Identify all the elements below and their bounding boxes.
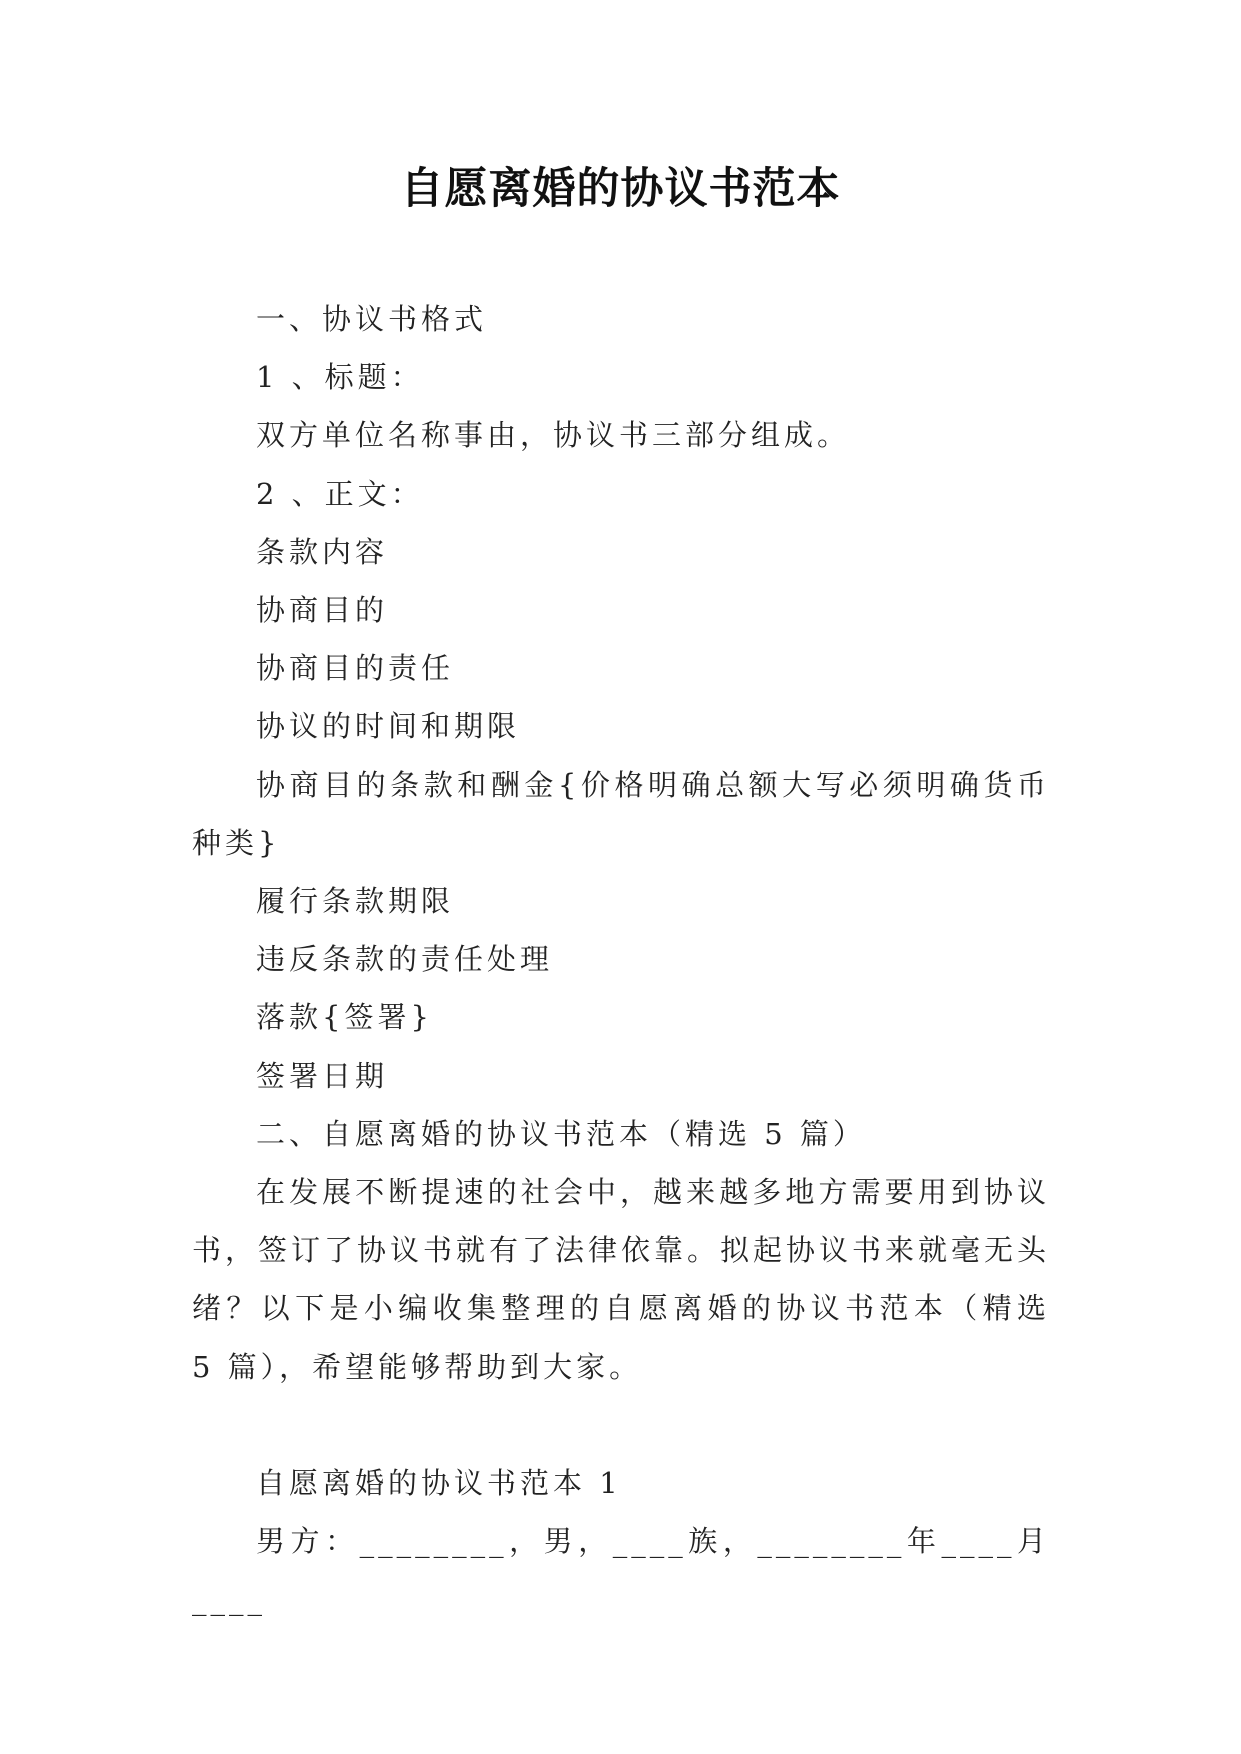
list-item: 协商目的条款和酬金{价格明确总额大写必须明确货币种类} bbox=[192, 767, 1050, 860]
party-line: 男方：________，男，____族，________年____月____ bbox=[192, 1524, 1050, 1617]
sample-heading: 自愿离婚的协议书范本 1 bbox=[256, 1465, 622, 1500]
list-item: 协商目的责任 bbox=[256, 651, 455, 686]
document-title: 自愿离婚的协议书范本 bbox=[400, 164, 841, 214]
list-item: 违反条款的责任处理 bbox=[256, 942, 554, 977]
intro-paragraph: 在发展不断提速的社会中，越来越多地方需要用到协议书，签订了协议书就有了法律依靠。拟起协议书来就毫无头绪？以下是小编收集整理的自愿离婚的协议书范本（精选 5 篇），希望能够帮助到大家。 bbox=[192, 1175, 1051, 1384]
list-item: 落款{签署} bbox=[256, 1000, 433, 1035]
title-description: 双方单位名称事由，协议书三部分组成。 bbox=[256, 418, 851, 453]
list-item: 签署日期 bbox=[256, 1058, 389, 1093]
list-item: 履行条款期限 bbox=[256, 884, 455, 919]
list-item: 条款内容 bbox=[256, 534, 389, 569]
list-item: 协商目的 bbox=[256, 593, 389, 628]
item-body-heading: 2 、正文： bbox=[256, 476, 424, 511]
list-item: 协议的时间和期限 bbox=[256, 709, 521, 744]
document-body bbox=[192, 290, 1050, 1628]
section-heading-format: 一、协议书格式 bbox=[256, 302, 488, 336]
section-heading-samples: 二、自愿离婚的协议书范本（精选 5 篇） bbox=[256, 1116, 866, 1151]
item-title-heading: 1 、标题： bbox=[256, 360, 424, 395]
